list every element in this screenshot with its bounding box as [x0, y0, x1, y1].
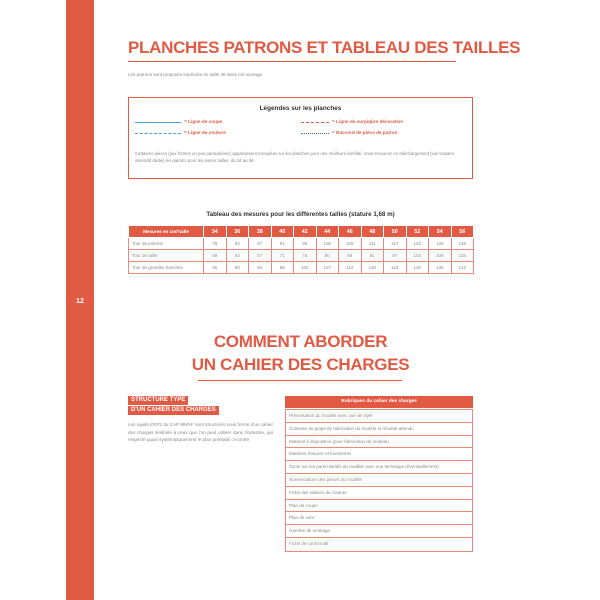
table-cell: 103 — [406, 250, 429, 262]
table-cell: 87 — [249, 238, 272, 250]
structure-heading — [128, 396, 238, 416]
legend-box — [128, 97, 473, 179]
list-item: Présentation du modèle avec vue de style — [286, 410, 472, 423]
size-table — [128, 225, 474, 274]
table-cell: 94 — [249, 262, 272, 274]
table-cell: 83 — [226, 238, 249, 250]
legend-note: Certaines pièces (aux formes un peu particulières) apparaissent tronquées sur les planches pour une meilleure lisibilité. Vous trouverez en téléchargement (via l'espace interactif dédié) les patrons pour les autres tailles, du 34 au 56. — [135, 151, 454, 163]
table-cell: 107 — [316, 262, 339, 274]
table-cell: 135 — [451, 238, 474, 250]
table-cell: 71 — [271, 250, 294, 262]
table-cell: 123 — [406, 238, 429, 250]
cut-line-sample — [135, 122, 181, 123]
table-cell: 124 — [384, 262, 407, 274]
structure-text: Les sujets d'EP2 du CAP MMVF sont structurés sous forme d'un cahier des charges similaire à ceux que l'on peut utiliser dans l'industrie, qui respecte quasi systématiquement le plan préétabli ci-contre. — [128, 422, 273, 442]
size-header: 46 — [339, 226, 362, 238]
table-cell: 97 — [384, 250, 407, 262]
size-header: 56 — [451, 226, 474, 238]
topstitch-line-sample — [301, 122, 329, 123]
table-cell: 142 — [451, 262, 474, 274]
size-header: 40 — [271, 226, 294, 238]
table-cell: 91 — [271, 238, 294, 250]
table-cell: 90 — [226, 262, 249, 274]
size-header: 38 — [249, 226, 272, 238]
header-measures: Mesures en cm/Taille — [129, 226, 204, 238]
table-cell: 136 — [429, 262, 452, 274]
section-title-patterns: PLANCHES PATRONS ET TABLEAU DES TAILLES — [128, 38, 521, 57]
table-cell: 85 — [339, 250, 362, 262]
page-number: 12 — [76, 298, 84, 305]
table-row — [129, 238, 474, 250]
table-cell: 63 — [226, 250, 249, 262]
size-header: 42 — [294, 226, 317, 238]
list-item: Plan de coupe — [286, 500, 472, 513]
rubriques-header: Rubriques du cahier des charges — [285, 396, 473, 408]
table-cell: 112 — [339, 262, 362, 274]
table-cell: 130 — [406, 262, 429, 274]
list-item: Plan de suivi — [286, 512, 472, 525]
row-label: Tour de grandes hanches — [129, 262, 204, 274]
size-header: 34 — [204, 226, 227, 238]
table-cell: 100 — [316, 238, 339, 250]
list-item: Zoom sur les particularités du modèle avec vue technique (éventuellement) — [286, 461, 472, 474]
legend-item-match-line: = Raccord de pièce de patron — [332, 130, 398, 135]
table-cell: 115 — [451, 250, 474, 262]
intro-text: Les patrons sont proposés imprimés en taille 38 dans cet ouvrage. — [128, 72, 264, 77]
list-item: Fiche de conformité — [289, 540, 329, 546]
table-cell: 117 — [384, 238, 407, 250]
structure-heading-line2: D'UN CAHIER DES CHARGES — [128, 406, 219, 415]
table-cell: 105 — [339, 238, 362, 250]
list-item: Matériel à disposition (pour fabrication du modèle) — [286, 436, 472, 449]
table-cell: 102 — [294, 262, 317, 274]
table-cell: 79 — [204, 238, 227, 250]
row-label: Tour de poitrine — [129, 238, 204, 250]
list-item: Contexte du projet de fabrication du modèle et résultat attendu — [286, 423, 472, 436]
list-item: Fiche des valeurs de couture — [286, 487, 472, 500]
size-header: 48 — [361, 226, 384, 238]
seam-line-sample — [135, 133, 181, 134]
size-header-row — [129, 226, 474, 238]
table-cell: 98 — [271, 262, 294, 274]
list-item: Nomenclature des pièces du modèle — [286, 474, 472, 487]
table-cell: 86 — [204, 262, 227, 274]
table-cell: 129 — [429, 238, 452, 250]
size-header: 50 — [384, 226, 407, 238]
legend-title: Légendes sur les planches — [259, 105, 342, 112]
structure-heading-line1: STRUCTURE TYPE — [128, 396, 188, 405]
size-header: 54 — [429, 226, 452, 238]
table-cell: 75 — [294, 250, 317, 262]
list-item: Gamme de montage — [286, 525, 472, 538]
title-underline — [128, 61, 456, 62]
size-header: 52 — [406, 226, 429, 238]
table-cell: 118 — [361, 262, 384, 274]
list-item: Matières d'œuvre et fournitures — [286, 448, 472, 461]
table-row — [129, 250, 474, 262]
legend-item-seam-line: = Ligne de couture — [184, 130, 226, 135]
section-title-underline — [198, 380, 402, 381]
table-cell: 95 — [294, 238, 317, 250]
legend-item-topstitch-line: = Ligne de surpiqûre décorative — [332, 119, 403, 124]
table-cell: 80 — [316, 250, 339, 262]
table-cell: 111 — [361, 238, 384, 250]
size-header: 36 — [226, 226, 249, 238]
section-title-line2: UN CAHIER DES CHARGES — [191, 355, 410, 374]
legend-item-cut-line: = Ligne de coupe — [184, 119, 223, 124]
table-cell: 91 — [361, 250, 384, 262]
rubriques-list — [285, 409, 473, 552]
table-cell: 67 — [249, 250, 272, 262]
row-label: Tour de taille — [129, 250, 204, 262]
table-cell: 59 — [204, 250, 227, 262]
match-line-sample — [301, 133, 329, 134]
table-cell: 109 — [429, 250, 452, 262]
size-table-title: Tableau des mesures pour les différentes tailles (stature 1,68 m) — [206, 211, 395, 218]
table-row — [129, 262, 474, 274]
size-header: 44 — [316, 226, 339, 238]
section-title-line1: COMMENT ABORDER — [213, 332, 388, 351]
